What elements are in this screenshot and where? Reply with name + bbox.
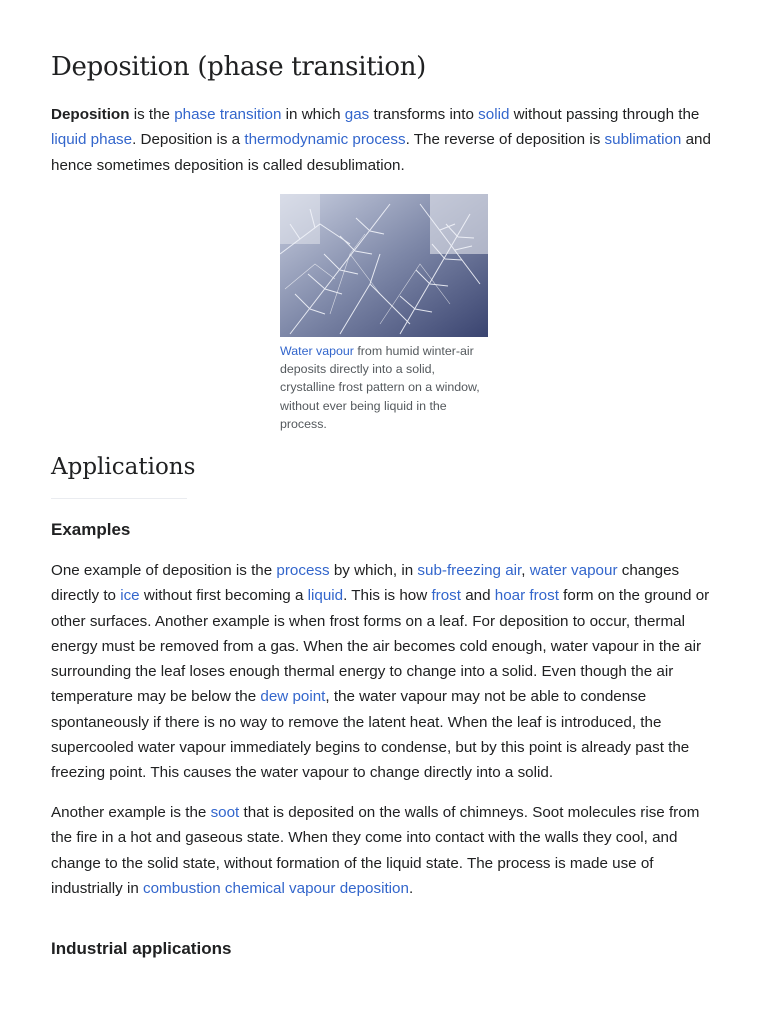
link-water-vapour[interactable]: water vapour	[529, 562, 618, 579]
text: Another example is the	[51, 804, 211, 821]
link-dew-point[interactable]: dew point	[260, 688, 326, 706]
link-combustion-chemical-vapour-deposition[interactable]: combustion chemical vapour deposition	[143, 879, 409, 897]
text: that is deposited on the walls of chimneys. Soot molecules rise from the fire in a hot and gaseous state. When they come into contact with the walls they cool, and change to the solid state, without formation of the liquid state. The process is made use of industrially in	[51, 804, 700, 897]
text: ,	[521, 562, 530, 579]
examples-paragraph-2	[51, 800, 721, 901]
link-liquid[interactable]: liquid	[307, 587, 344, 605]
text: . The reverse of deposition is	[405, 131, 605, 149]
subsection-heading-industrial-applications: Industrial applications	[51, 939, 232, 958]
text: changes directly to	[51, 562, 680, 605]
text: transforms into	[369, 106, 479, 123]
section-heading-applications: Applications	[51, 454, 196, 480]
intro-paragraph	[51, 102, 721, 178]
link-solid[interactable]: solid	[478, 106, 510, 123]
examples-paragraph-1	[51, 558, 721, 786]
page-title: Deposition (phase transition)	[51, 52, 427, 82]
text: without passing through the	[509, 106, 700, 123]
text: and	[461, 587, 495, 605]
intro-term: Deposition	[51, 106, 130, 123]
text: . This is how	[343, 587, 432, 605]
link-frost[interactable]: frost	[431, 587, 461, 605]
link-phase-transition[interactable]: phase transition	[174, 106, 282, 123]
text: without first becoming a	[139, 587, 308, 605]
text: .	[408, 879, 414, 897]
link-gas[interactable]: gas	[344, 106, 370, 123]
text: , the water vapour may not be able to condense spontaneously if there is no way to remove the latent heat. When the leaf is introduced, the supercooled water vapour immediately begins to condense, but by this point is already past the freezing point. This causes the water vapour to change directly into a solid.	[51, 688, 690, 782]
text: from humid winter-air deposits directly into a solid, crystalline frost pattern on a window, without ever being liquid in the process.	[280, 344, 480, 431]
frost-window-image[interactable]	[280, 194, 488, 337]
figure-caption	[280, 342, 484, 433]
link-sub-freezing-air[interactable]: sub-freezing air	[417, 562, 522, 579]
link-ice[interactable]: ice	[120, 587, 140, 605]
section-divider	[51, 498, 187, 499]
link-soot[interactable]: soot	[210, 804, 240, 821]
text: and hence sometimes deposition is called desublimation.	[51, 131, 711, 174]
link-process[interactable]: process	[276, 562, 330, 579]
text: by which, in	[329, 562, 418, 579]
text: in which	[281, 106, 345, 123]
caption-link-water-vapour[interactable]: Water vapour	[280, 344, 354, 358]
figure-frost	[280, 194, 488, 433]
link-liquid-phase[interactable]: liquid phase	[51, 131, 133, 149]
subsection-heading-examples: Examples	[51, 520, 131, 539]
link-hoar-frost[interactable]: hoar frost	[494, 587, 559, 605]
text: One example of deposition is the	[51, 562, 277, 579]
text: . Deposition is a	[132, 131, 245, 149]
text: is the	[129, 106, 175, 123]
text: form on the ground or other surfaces. Another example is when frost forms on a leaf. For deposition to occur, thermal energy must be removed from a gas. When the air becomes cold enough, water vapour in the air surrounding the leaf loses enough thermal energy to change into a solid. Even though the air temperature may be below the	[51, 587, 710, 706]
link-thermodynamic-process[interactable]: thermodynamic process	[244, 131, 406, 149]
link-sublimation[interactable]: sublimation	[604, 131, 682, 149]
